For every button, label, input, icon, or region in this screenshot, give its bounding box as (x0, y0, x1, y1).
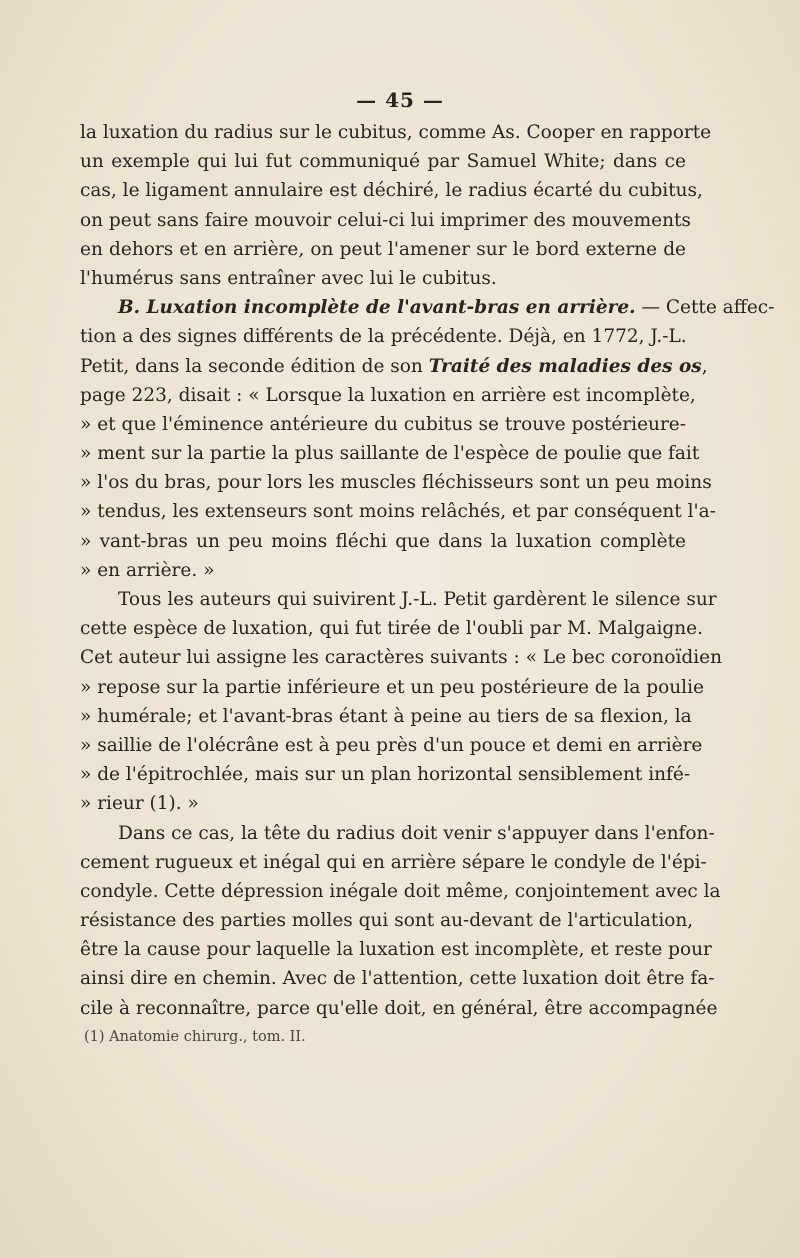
section-heading: B. Luxation incomplète de l'avant-bras en arrière. (118, 297, 636, 319)
text-line: ainsi dire en chemin. Avec de l'attention, cette luxation doit être fa- (80, 968, 715, 990)
text-line: » vant-bras un peu moins fléchi que dans la luxation complète (80, 530, 686, 552)
text-line: l'humérus sans entraîner avec lui le cubitus. (80, 267, 497, 289)
text-line: condyle. Cette dépression inégale doit même, conjointement avec la (80, 880, 721, 902)
book-title: Traité des maladies des os (428, 355, 702, 377)
footnote: (1) Anatomie chirurg., tom. II. (84, 1029, 306, 1045)
text-line: tion a des signes différents de la précédente. Déjà, en 1772, J.-L. (80, 326, 687, 348)
text-line: » ment sur la partie la plus saillante de l'espèce de poulie que fait (80, 443, 700, 465)
text-line: » humérale; et l'avant-bras étant à peine au tiers de sa flexion, la (80, 705, 692, 727)
body-text (80, 118, 775, 1023)
text-line: être la cause pour laquelle la luxation est incomplète, et reste pour (80, 939, 712, 961)
text-line: Cet auteur lui assigne les caractères suivants : « Le bec coronoïdien (80, 647, 723, 669)
page-number: — 45 — (356, 88, 444, 112)
text-line: Dans ce cas, la tête du radius doit venir s'appuyer dans l'enfon- (118, 822, 715, 844)
text-line: » de l'épitrochlée, mais sur un plan horizontal sensiblement infé- (80, 764, 691, 786)
text-line: » repose sur la partie inférieure et un peu postérieure de la poulie (80, 676, 704, 698)
text-line: en dehors et en arrière, on peut l'amener sur le bord externe de (80, 238, 686, 260)
text-line: » et que l'éminence antérieure du cubitus se trouve postérieure- (80, 413, 686, 435)
text-line-with-title (80, 352, 708, 381)
text-line: page 223, disait : « Lorsque la luxation en arrière est incomplète, (80, 384, 696, 406)
section-heading-line (80, 293, 775, 322)
text-line: » en arrière. » (80, 559, 215, 581)
text-line: on peut sans faire mouvoir celui-ci lui imprimer des mouvements (80, 209, 691, 231)
text-line: un exemple qui lui fut communiqué par Samuel White; dans ce (80, 151, 686, 173)
text-line: résistance des parties molles qui sont au-devant de l'articulation, (80, 910, 694, 932)
text-fragment: — Cette affec- (635, 297, 775, 319)
text-line: cas, le ligament annulaire est déchiré, le radius écarté du cubitus, (80, 180, 703, 202)
text-line: Tous les auteurs qui suivirent J.-L. Petit gardèrent le silence sur (118, 589, 717, 610)
text-line: cement rugueux et inégal qui en arrière sépare le condyle de l'épi- (80, 851, 707, 873)
text-line: » rieur (1). » (80, 793, 199, 815)
text-line: cile à reconnaître, parce qu'elle doit, en général, être accompagnée (80, 997, 718, 1019)
text-line: » l'os du bras, pour lors les muscles fléchisseurs sont un peu moins (80, 472, 712, 494)
text-line: » saillie de l'olécrâne est à peu près d'un pouce et demi en arrière (80, 734, 703, 756)
text-line: la luxation du radius sur le cubitus, comme As. Cooper en rapporte (80, 122, 712, 143)
text-line: » tendus, les extenseurs sont moins relâchés, et par conséquent l'a- (80, 501, 716, 523)
text-fragment: , (701, 355, 708, 377)
text-fragment: Petit, dans la seconde édition de son (80, 355, 429, 377)
text-line: cette espèce de luxation, qui fut tirée de l'oubli par M. Malgaigne. (80, 618, 704, 640)
